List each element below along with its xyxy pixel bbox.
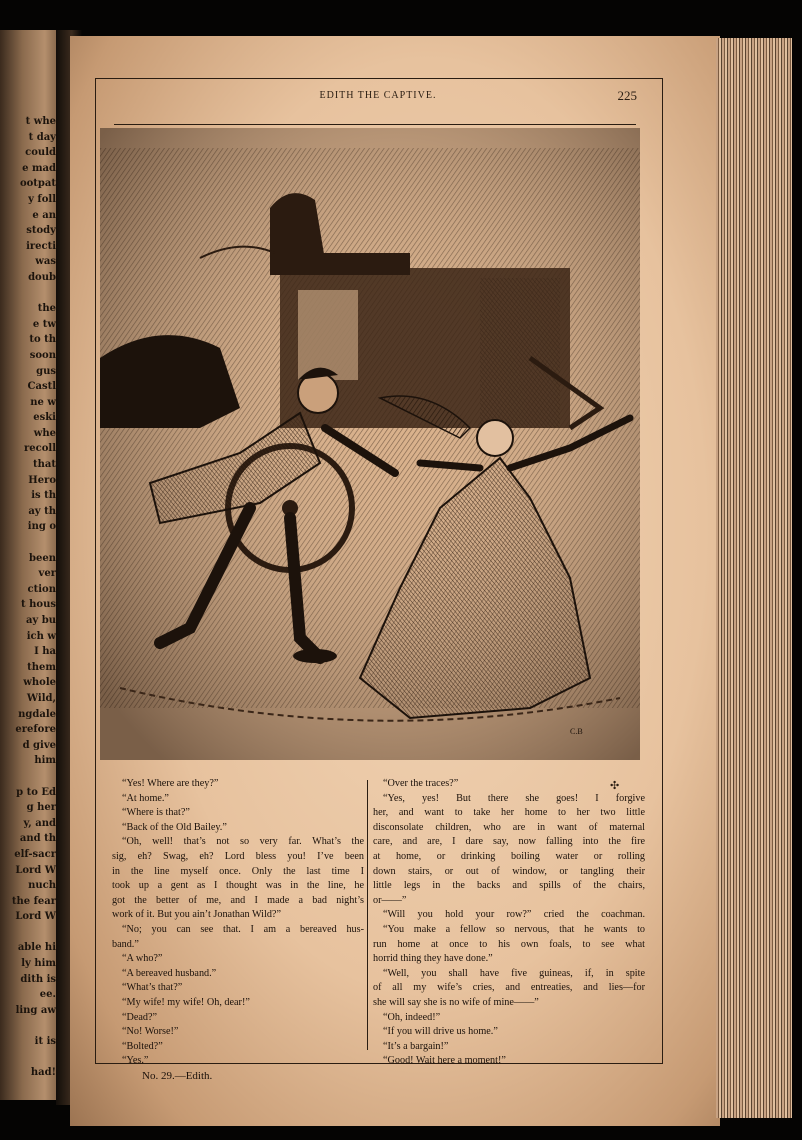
text-line: “Dead?” [122,1011,158,1023]
text-line: “Yes, yes! But there she goes! I forgive [383,792,645,804]
left-page-text [0,114,64,1081]
left-page-fragment: them [27,661,56,673]
text-line: band.” [112,938,139,950]
left-page-fragment: ling aw [15,1004,56,1016]
text-line: “You make a fellow so nervous, that he wants to [383,923,645,935]
text-line: of all my wife’s cries, and entreaties, and lies—for [373,982,645,994]
left-page-fragment: ootpat [19,178,56,190]
left-page-fragment: and th [19,833,56,845]
left-page-fragment: is th [31,490,56,502]
left-page-fragment [0,286,64,302]
left-page-fragment: stody [26,225,56,237]
left-page-fragment: ay bu [25,615,56,626]
left-page-fragment: Wild, [26,692,56,704]
left-page-fragment: had! [30,1067,56,1079]
left-page-fragment: ne w [30,396,56,408]
header-rule [114,124,636,125]
left-page-fragment: I ha [34,646,56,658]
text-line: “Over the traces?” [383,778,459,789]
footer-signature: No. 29.—Edith. [142,1069,213,1082]
text-line: “What’s that?” [122,982,183,994]
left-page-fragment: it is [34,1036,56,1048]
left-page-fragment: recoll [24,443,56,455]
left-page-fragment: ngdale [18,708,56,720]
text-line: got the better of me, and I made a bad night’s [112,894,364,906]
left-page-fragment: g her [26,802,56,814]
left-page-fragment: could [25,147,56,159]
left-page-fragment: soon [29,349,56,361]
left-page-fragment: been [29,552,56,564]
text-line: “Bolted?” [122,1040,163,1052]
text-line: “It’s a bargain!” [383,1040,449,1052]
left-page-fragment: the [37,303,56,315]
running-head: EDITH THE CAPTIVE. [319,90,437,101]
text-line: horrid thing they have done.” [373,953,493,965]
text-line: “At home.” [122,792,169,804]
left-page-fragment: ay th [28,505,56,517]
left-page-fragment: whole [23,677,56,689]
left-page-fragment: ction [27,583,56,595]
left-page-fragment [0,925,64,941]
page-edges [716,38,802,1118]
left-page-fragment: irecti [26,240,56,252]
text-column-right [373,777,645,1069]
left-page-fragment [0,769,64,785]
text-line: run home at once to his own foals, to see what [373,938,645,950]
left-page-fragment: p to Ed [16,786,56,798]
left-page-fragment: t whe [25,116,56,127]
text-column-left [112,777,364,1083]
left-page-fragment: ly him [21,958,56,970]
text-line: “Yes.” [122,1055,149,1067]
left-page-fragment: t day [28,131,56,143]
left-page-fragment [0,1050,64,1066]
text-line: “No! Worse!” [122,1026,179,1038]
text-line: in the line myself once. Only the last time I [112,865,364,877]
left-page-fragment: Castl [27,381,56,393]
text-line: “Oh, well! that’s not so very far. What’s the [122,836,364,848]
left-page [0,30,64,1100]
left-page-fragment: t hous [21,599,56,611]
text-line: “A bereaved husband.” [122,967,217,979]
left-page-fragment: e mad [22,162,56,174]
left-page-fragment: gus [36,365,56,377]
text-line: sig, eh? Swag, eh? Lord bless you! I’ve been [112,850,364,862]
left-page-fragment: ich w [26,630,56,642]
text-line: “Yes! Where are they?” [122,778,219,789]
text-line: “Oh, indeed!” [383,1011,441,1023]
left-page-fragment: Hero [28,474,56,486]
text-line: “No; you can see that. I am a bereaved hus- [122,923,364,935]
text-line: took up a gent as I thought was in the line, he [112,880,364,892]
illustration-signature: C.B [570,727,583,736]
left-page-fragment: Lord W [15,864,56,876]
text-line: “My wife! my wife! Oh, dear!” [122,996,250,1008]
text-line: “Well, you shall have five guineas, if, in spite [383,967,645,979]
text-line: she will say she is no wife of mine——” [373,996,539,1008]
text-line: “Will you hold your row?” cried the coachman. [383,909,645,921]
text-line: “A who?” [122,953,163,965]
left-page-fragment: y, and [23,817,56,829]
left-page-fragment: d give [22,739,56,751]
text-line: “If you will drive us home.” [383,1026,498,1038]
left-page-fragment: nuch [28,880,56,892]
text-line: disconsolate children, who are in want of maternal [373,821,645,833]
left-page-fragment: whe [33,427,56,439]
text-line: “Back of the Old Bailey.” [122,821,227,833]
text-line: at home, or drinking boiling water or rolling [373,850,645,862]
left-page-fragment: able hi [17,942,56,954]
left-page-fragment: to th [29,334,56,346]
left-page-fragment: him [34,755,56,767]
page-header [95,86,661,106]
left-page-fragment: y foll [28,193,56,205]
left-page-fragment: elf-sacr [14,848,56,860]
left-page-fragment [0,1018,64,1034]
left-page-fragment: erefore [15,724,56,736]
column-divider [367,780,368,1050]
left-page-fragment: Lord W [15,911,56,923]
engraving-illustration [100,128,640,760]
left-page-fragment: e tw [32,318,56,330]
page-number: 225 [617,88,637,103]
left-page-fragment: the fear [11,895,56,907]
text-line: “Good! Wait here a moment!” [383,1055,506,1067]
left-page-fragment: ver [38,568,56,580]
left-page-fragment [0,535,64,551]
left-page-fragment: e an [32,209,56,221]
left-page-fragment: doub [28,271,56,283]
left-page-fragment: ing o [27,521,56,533]
left-page-fragment: was [35,256,56,268]
left-page-fragment: ee. [39,989,56,1001]
left-page-fragment: eski [33,412,56,424]
text-line: down stairs, or out of window, or tangling their [373,865,645,877]
text-line: or——” [373,894,407,906]
horse [100,335,240,428]
ornament-icon: ✣ [610,779,620,792]
text-line: “Where is that?” [122,807,190,819]
text-line: her, and want to take her home to her two little [373,807,645,819]
left-page-fragment: that [33,459,56,471]
text-line: little legs in the backs and spills of the chairs, [373,880,645,892]
left-page-fragment: dith is [20,973,56,985]
text-line: work of it. But you ain’t Jonathan Wild?” [112,909,281,921]
text-line: care, and are, I dare say, now falling into the fire [373,836,645,848]
